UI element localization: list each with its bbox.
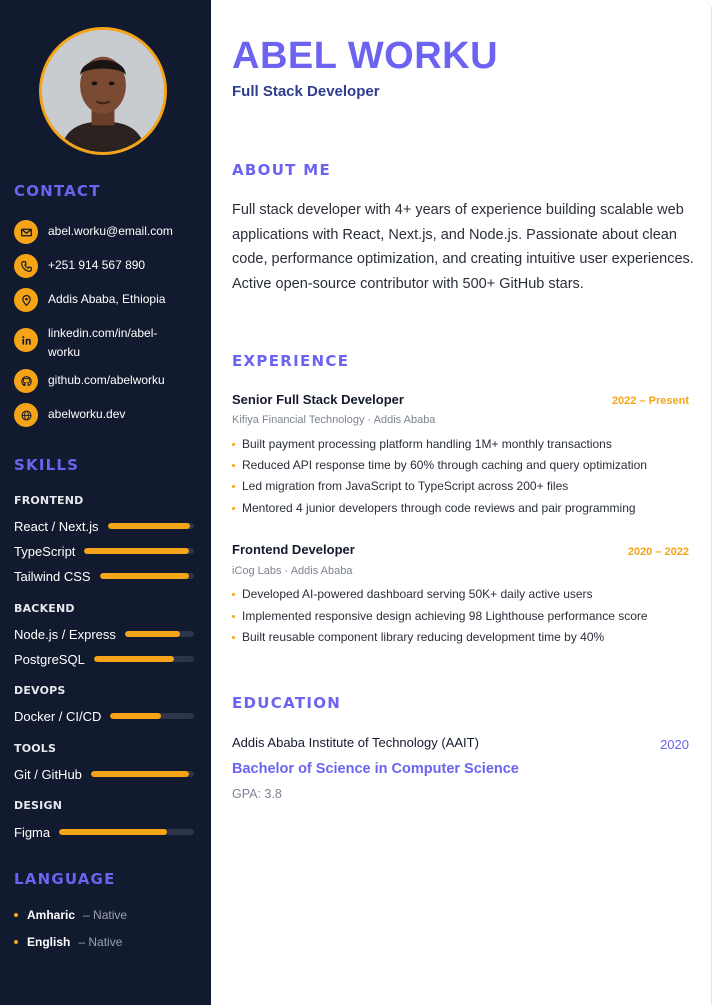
skill-bar-fill <box>110 713 160 719</box>
skill-bar <box>94 656 194 662</box>
linkedin-icon <box>14 328 38 352</box>
bullet-dot <box>232 615 235 618</box>
skill-name: TypeScript <box>14 543 76 559</box>
skill-category-frontend: FRONTEND <box>14 494 84 507</box>
job-bullet-text: Built reusable component library reducing development time by 40% <box>242 630 605 644</box>
job-bullet-text: Reduced API response time by 60% through caching and query optimization <box>242 458 647 472</box>
skill-bar-fill <box>91 771 189 777</box>
skill-name: Git / GitHub <box>14 766 82 782</box>
contact-phone[interactable] <box>14 254 199 278</box>
job-bullet <box>232 630 604 644</box>
contact-github-text: github.com/abelworku <box>48 373 165 387</box>
education-school: Addis Ababa Institute of Technology (AAIT) <box>232 735 479 750</box>
education-year: 2020 <box>660 737 689 752</box>
experience-heading: EXPERIENCE <box>232 352 350 370</box>
skill-category-devops: DEVOPS <box>14 684 66 697</box>
contact-website[interactable] <box>14 403 199 427</box>
skills-heading: SKILLS <box>14 456 80 474</box>
skill-bar <box>84 548 194 554</box>
bullet-dot <box>232 485 235 488</box>
email-icon <box>14 220 38 244</box>
language-heading: LANGUAGE <box>14 870 116 888</box>
contact-heading: CONTACT <box>14 182 101 200</box>
contact-phone-text: +251 914 567 890 <box>48 258 146 272</box>
job-company: iCog Labs · Addis Ababa <box>232 565 353 577</box>
job-bullet <box>232 437 612 451</box>
phone-icon <box>14 254 38 278</box>
skill-bar <box>59 829 194 835</box>
job-bullet-text: Built payment processing platform handling 1M+ monthly transactions <box>242 437 612 451</box>
language-name: English <box>27 935 71 949</box>
job-bullet <box>232 458 647 472</box>
job-title: Senior Full Stack Developer <box>232 392 404 407</box>
job-company: Kifiya Financial Technology · Addis Ababa <box>232 414 436 426</box>
skill-git <box>14 766 194 782</box>
skill-tailwind <box>14 568 194 584</box>
contact-email[interactable] <box>14 220 199 244</box>
job-bullet <box>232 609 648 623</box>
contact-linkedin[interactable] <box>14 322 199 362</box>
language-item <box>14 908 127 922</box>
skill-bar-fill <box>100 573 190 579</box>
skill-name: Docker / CI/CD <box>14 708 102 724</box>
skill-bar-fill <box>84 548 188 554</box>
skill-name: PostgreSQL <box>14 651 85 667</box>
contact-email-text: abel.worku@email.com <box>48 224 173 238</box>
skill-postgresql <box>14 651 194 667</box>
skill-bar <box>110 713 194 719</box>
about-text: Full stack developer with 4+ years of experience building scalable web applications with React, Next.js, and Node.js. Passionate about clean code, performance optimization, and creating intuitive user experiences. Active open-source contributor with 500+ GitHub stars. <box>232 202 694 292</box>
about-heading: ABOUT ME <box>232 161 332 179</box>
contact-location-text: Addis Ababa, Ethiopia <box>48 292 166 306</box>
job-bullet <box>232 501 636 515</box>
job-title: Frontend Developer <box>232 542 355 557</box>
bullet-dot <box>14 913 18 917</box>
job-bullet-text: Implemented responsive design achieving 98 Lighthouse performance score <box>242 609 648 623</box>
contact-website-text: abelworku.dev <box>48 407 126 421</box>
job-bullet-text: Mentored 4 junior developers through code reviews and pair programming <box>242 501 636 515</box>
github-icon <box>14 369 38 393</box>
job-dates: 2020 – 2022 <box>627 546 689 558</box>
education-degree: Bachelor of Science in Computer Science <box>232 761 519 777</box>
language-item <box>14 935 122 949</box>
contact-linkedin-text: linkedin.com/in/abel-worku <box>48 326 158 359</box>
skill-bar-fill <box>59 829 167 835</box>
skill-name: Figma <box>14 824 51 840</box>
skill-bar <box>125 631 194 637</box>
skill-name: Node.js / Express <box>14 626 116 642</box>
language-level: – Native <box>83 908 128 922</box>
job-bullet-text: Developed AI-powered dashboard serving 50K+ daily active users <box>242 587 593 601</box>
job-bullet-text: Led migration from JavaScript to TypeScript across 200+ files <box>242 479 569 493</box>
globe-icon <box>14 403 38 427</box>
skill-name: React / Next.js <box>14 518 99 534</box>
profile-name: ABEL WORKU <box>232 35 499 77</box>
skill-bar-fill <box>94 656 174 662</box>
skill-bar <box>100 573 194 579</box>
skill-bar <box>91 771 194 777</box>
job-bullet <box>232 587 593 601</box>
skill-bar <box>108 523 194 529</box>
contact-location <box>14 288 199 312</box>
bullet-dot <box>232 507 235 510</box>
skill-category-backend: BACKEND <box>14 602 75 615</box>
avatar <box>39 27 167 155</box>
location-icon <box>14 288 38 312</box>
main-content <box>211 0 712 1005</box>
profile-role: Full Stack Developer <box>232 83 380 100</box>
language-name: Amharic <box>27 908 76 922</box>
skill-category-design: DESIGN <box>14 799 63 812</box>
skill-figma <box>14 824 194 840</box>
job-dates: 2022 – Present <box>611 395 689 407</box>
skill-category-tools: TOOLS <box>14 742 57 755</box>
education-gpa: GPA: 3.8 <box>232 787 282 801</box>
skill-react <box>14 518 194 534</box>
sidebar <box>0 0 211 1005</box>
contact-github[interactable] <box>14 369 199 393</box>
bullet-dot <box>232 593 235 596</box>
education-heading: EDUCATION <box>232 694 342 712</box>
skill-node <box>14 626 194 642</box>
skill-bar-fill <box>125 631 180 637</box>
language-level: – Native <box>78 935 123 949</box>
bullet-dot <box>232 636 235 639</box>
bullet-dot <box>14 940 18 944</box>
job-bullet <box>232 479 568 493</box>
skill-bar-fill <box>108 523 190 529</box>
skill-docker <box>14 708 194 724</box>
skill-typescript <box>14 543 194 559</box>
skill-name: Tailwind CSS <box>14 568 91 584</box>
bullet-dot <box>232 443 235 446</box>
bullet-dot <box>232 464 235 467</box>
